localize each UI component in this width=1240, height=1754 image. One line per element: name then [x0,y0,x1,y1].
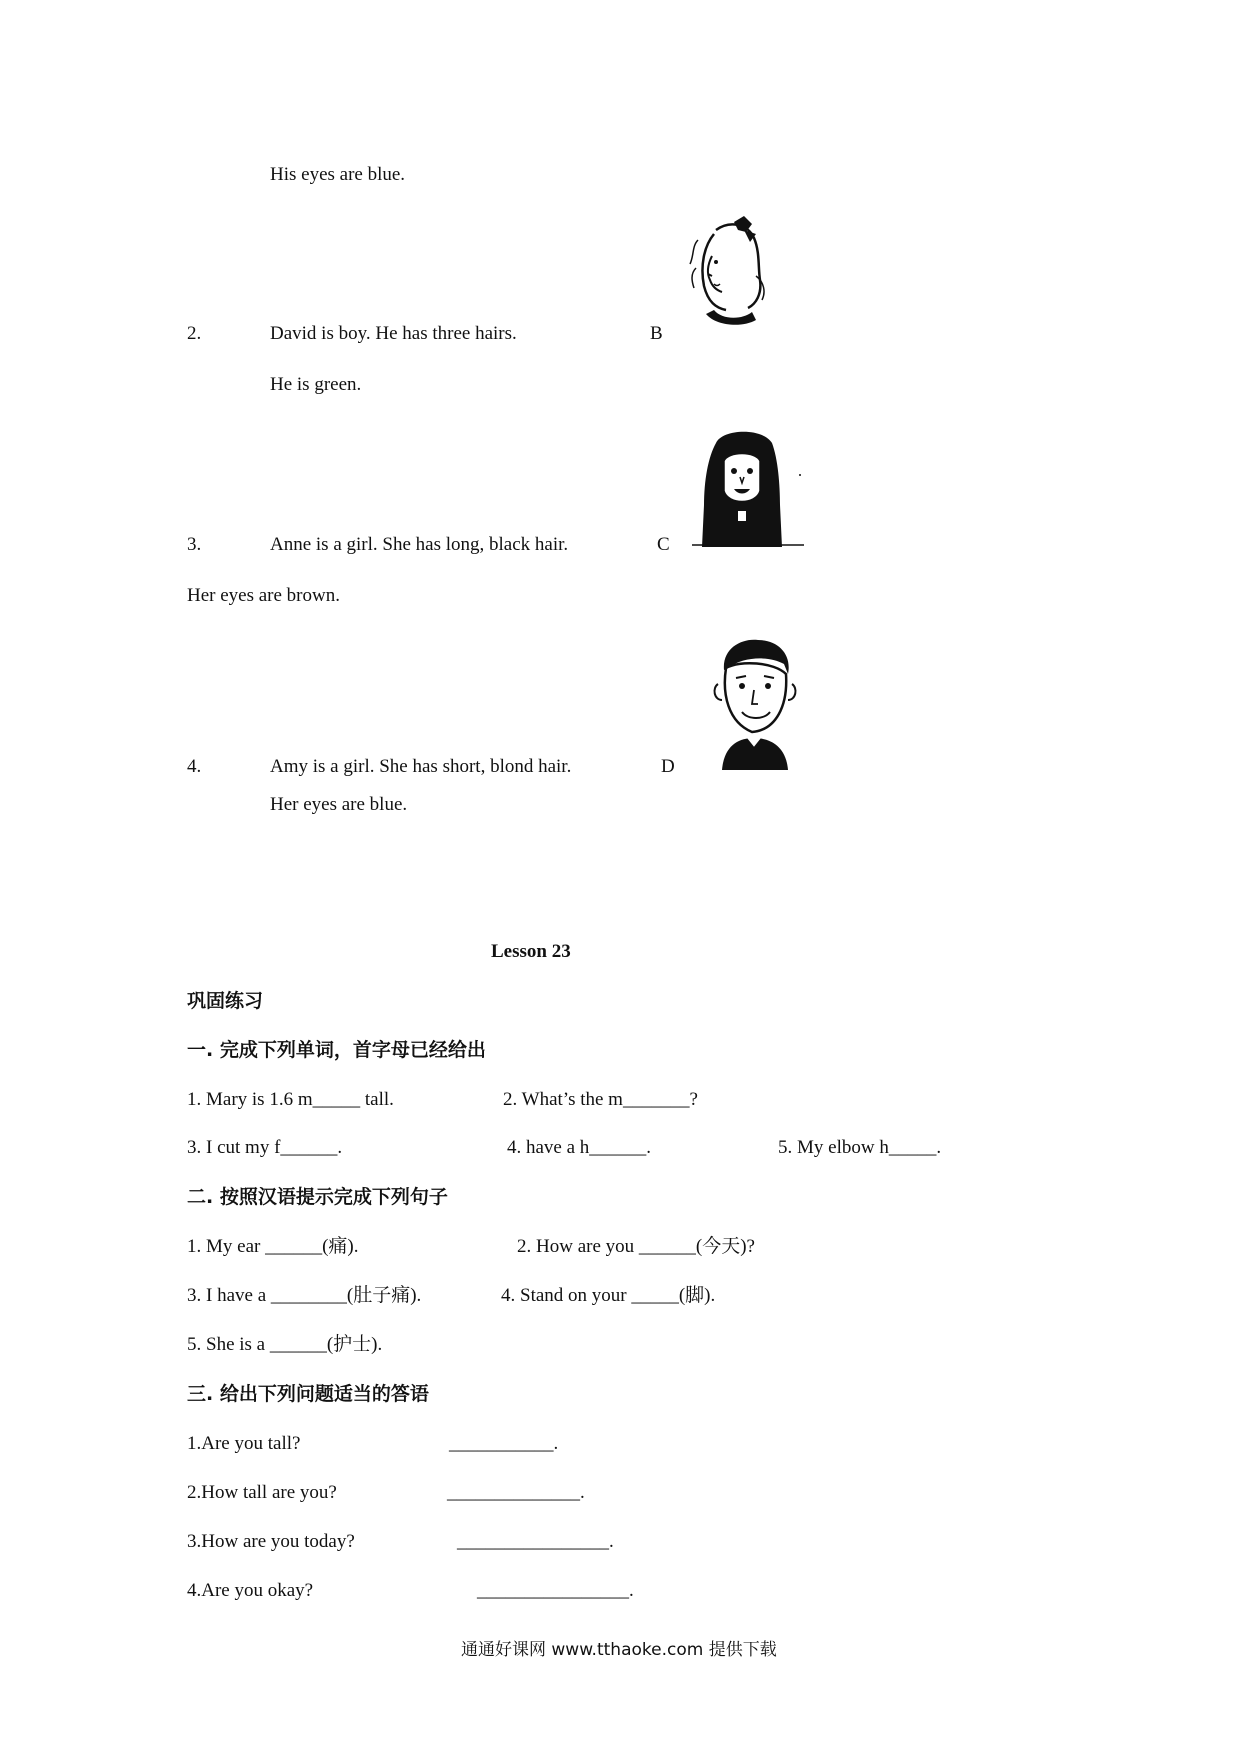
item2-line2: He is green. [270,374,362,395]
item1-line2: His eyes are blue. [270,164,406,185]
section3-question-1: 1.Are you tall? [187,1433,301,1454]
section3-answer-2: ______________. [447,1482,585,1503]
item4-number: 4. [187,756,202,777]
section1-title: 一. 完成下列单词，首字母已经给出 [187,1039,486,1061]
page-footer: 通通好课网 www.tthaoke.com 提供下载 [461,1640,777,1660]
section2-title: 二. 按照汉语提示完成下列句子 [187,1186,448,1208]
boy-smiling-picture [708,634,802,770]
section3-answer-1: ___________. [449,1433,559,1454]
item3-number: 3. [187,534,202,555]
item2-text: David is boy. He has three hairs. [270,323,517,344]
lesson-heading: 巩固练习 [187,990,264,1012]
section2-question-2: 2. How are you ______(今天)? [517,1236,755,1257]
section1-question-4: 4. have a h______. [507,1137,652,1158]
girl-long-black-hair-picture [692,425,804,551]
section1-question-3: 3. I cut my f______. [187,1137,343,1158]
item2-letter: B [650,323,663,344]
lesson-title: Lesson 23 [491,941,571,962]
section3-answer-4: ________________. [477,1580,634,1601]
item3-line2: Her eyes are brown. [187,585,340,606]
item4-line2: Her eyes are blue. [270,794,408,815]
section1-question-2: 2. What’s the m_______? [503,1089,698,1110]
section3-question-2: 2.How tall are you? [187,1482,337,1503]
item4-text: Amy is a girl. She has short, blond hair. [270,756,572,777]
section3-question-3: 3.How are you today? [187,1531,355,1552]
section3-answer-3: ________________. [457,1531,614,1552]
section2-question-4: 4. Stand on your _____(脚). [501,1285,716,1306]
item2-number: 2. [187,323,202,344]
item3-letter: C [657,534,670,555]
section2-question-3: 3. I have a ________(肚子痛). [187,1285,422,1306]
section1-question-5: 5. My elbow h_____. [778,1137,942,1158]
girl-with-bow-picture [686,216,772,332]
section3-question-4: 4.Are you okay? [187,1580,314,1601]
section2-question-1: 1. My ear ______(痛). [187,1236,359,1257]
section2-question-5: 5. She is a ______(护士). [187,1334,383,1355]
item4-letter: D [661,756,675,777]
item3-text: Anne is a girl. She has long, black hair. [270,534,569,555]
section1-question-1: 1. Mary is 1.6 m_____ tall. [187,1089,394,1110]
section3-title: 三. 给出下列问题适当的答语 [187,1383,429,1405]
